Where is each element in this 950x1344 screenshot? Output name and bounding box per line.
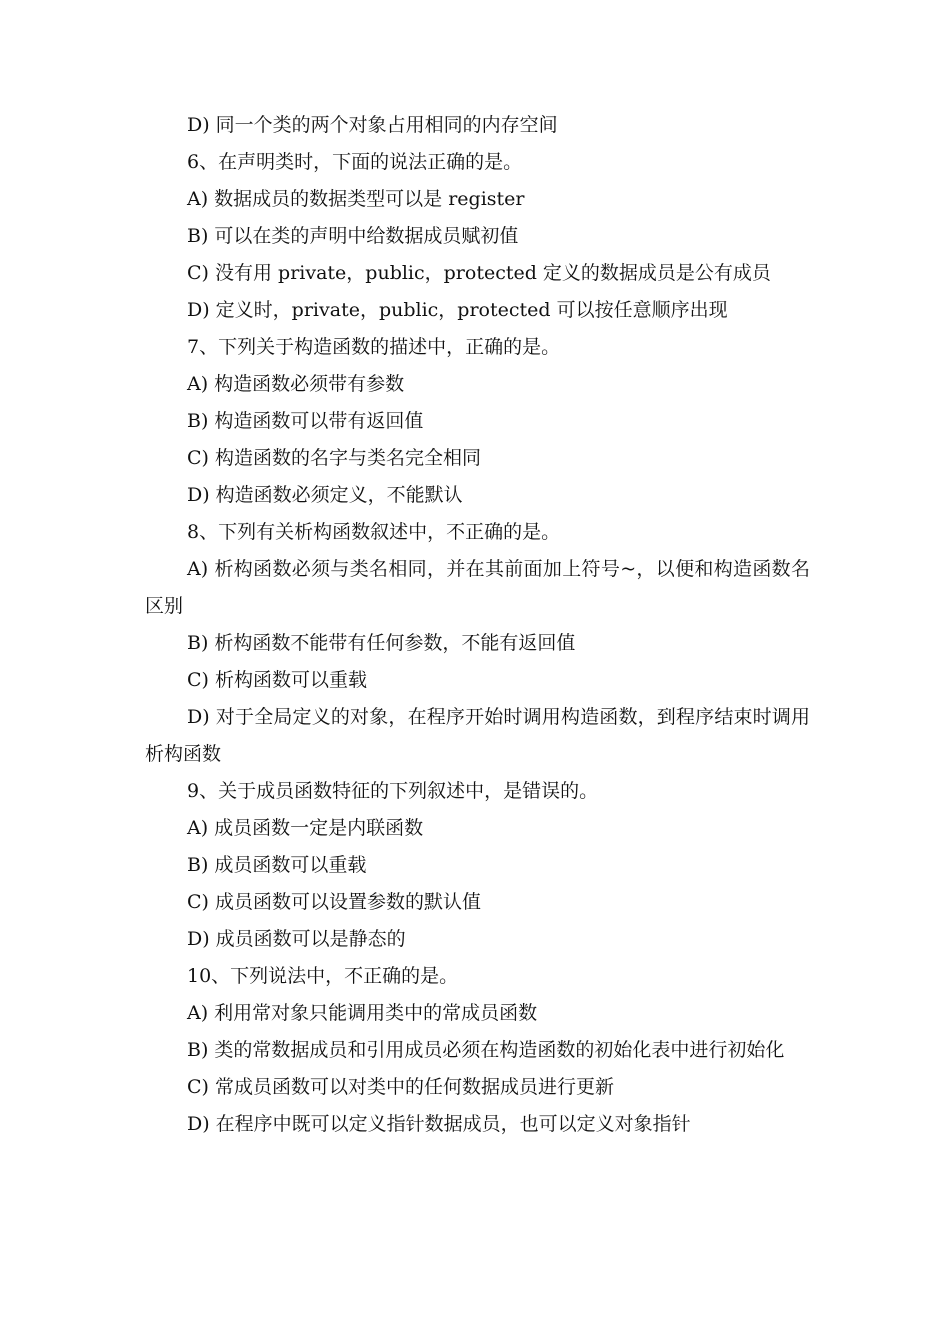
option-6d: D) 定义时，private，public，protected 可以按任意顺序出现 [187,299,728,321]
option-10c: C) 常成员函数可以对类中的任何数据成员进行更新 [187,1076,614,1098]
question-6: 6、在声明类时，下面的说法正确的是。 [187,151,523,173]
option-10a: A) 利用常对象只能调用类中的常成员函数 [187,1002,538,1024]
question-7: 7、下列关于构造函数的描述中，正确的是。 [187,336,561,358]
option-9d: D) 成员函数可以是静态的 [187,928,406,950]
option-7d: D) 构造函数必须定义，不能默认 [187,484,463,506]
option-6a: A) 数据成员的数据类型可以是 register [187,188,525,210]
option-9a: A) 成员函数一定是内联函数 [187,817,424,839]
option-10d: D) 在程序中既可以定义指针数据成员，也可以定义对象指针 [187,1113,691,1135]
option-5d: D) 同一个类的两个对象占用相同的内存空间 [187,114,558,136]
question-10: 10、下列说法中，不正确的是。 [187,965,459,987]
option-6b: B) 可以在类的声明中给数据成员赋初值 [187,225,519,247]
option-7c: C) 构造函数的名字与类名完全相同 [187,447,481,469]
option-7a: A) 构造函数必须带有参数 [187,373,405,395]
option-8a: A) 析构函数必须与类名相同，并在其前面加上符号~，以便和构造函数名区别 [145,558,810,617]
option-6c: C) 没有用 private，public，protected 定义的数据成员是公有成员 [187,262,771,284]
option-9c: C) 成员函数可以设置参数的默认值 [187,891,481,913]
document-body [145,107,810,1143]
option-8d: D) 对于全局定义的对象，在程序开始时调用构造函数，到程序结束时调用析构函数 [145,706,810,765]
option-10b: B) 类的常数据成员和引用成员必须在构造函数的初始化表中进行初始化 [187,1039,785,1061]
option-9b: B) 成员函数可以重载 [187,854,367,876]
question-8: 8、下列有关析构函数叙述中，不正确的是。 [187,521,561,543]
option-7b: B) 构造函数可以带有返回值 [187,410,424,432]
option-8b: B) 析构函数不能带有任何参数，不能有返回值 [187,632,576,654]
question-9: 9、关于成员函数特征的下列叙述中，是错误的。 [187,780,599,802]
option-8c: C) 析构函数可以重载 [187,669,367,691]
